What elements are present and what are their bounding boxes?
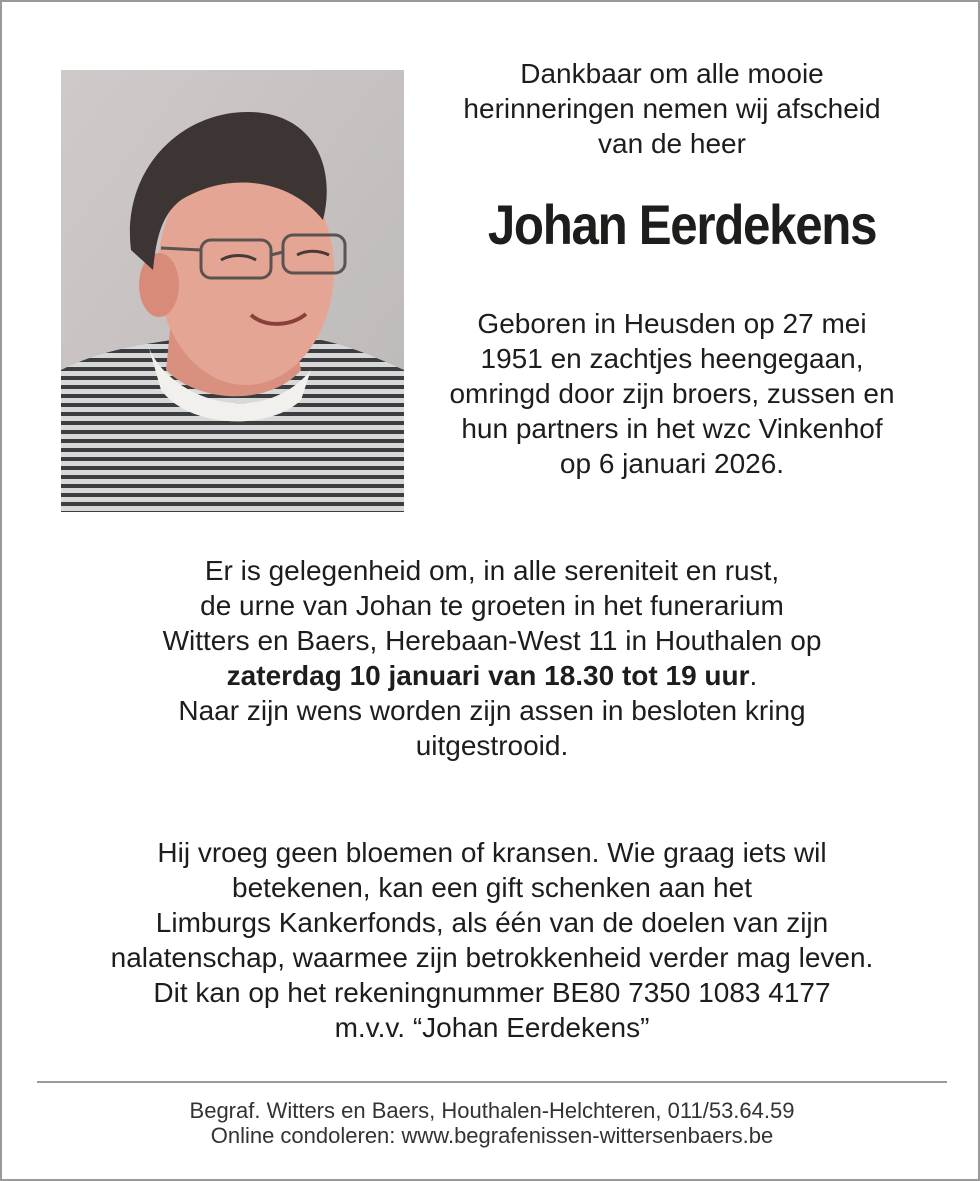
birth-line: 1951 en zachtjes heengegaan, (480, 343, 864, 374)
intro-text (432, 56, 912, 161)
footer-divider (37, 1081, 947, 1083)
birth-line: Geboren in Heusden op 27 mei (477, 308, 867, 339)
gift-line: Limburgs Kankerfonds, als één van de doelen van zijn (155, 907, 829, 938)
birth-line: hun partners in het wzc Vinkenhof (461, 413, 883, 444)
gift-text (2, 835, 980, 1045)
visitation-date-line (2, 658, 980, 693)
gift-line: Hij vroeg geen bloemen of kransen. Wie graag iets wil (157, 837, 827, 868)
visitation-line: Naar zijn wens worden zijn assen in besloten kring (178, 695, 806, 726)
intro-line: herinneringen nemen wij afscheid (463, 93, 881, 124)
gift-line: m.v.v. “Johan Eerdekens” (334, 1012, 650, 1043)
visitation-date: zaterdag 10 januari van 18.30 tot 19 uur (226, 660, 750, 691)
footer (2, 1098, 980, 1148)
visitation-line: Witters en Baers, Herebaan-West 11 in Houthalen op (162, 625, 822, 656)
visitation-line: Er is gelegenheid om, in alle sereniteit en rust, (204, 555, 780, 586)
gift-line: betekenen, kan een gift schenken aan het (232, 872, 752, 903)
visitation-line: de urne van Johan te groeten in het funerarium (200, 590, 784, 621)
funeral-home-contact: Begraf. Witters en Baers, Houthalen-Helchteren, 011/53.64.59 (189, 1098, 795, 1123)
birth-death-text (422, 306, 922, 481)
visitation-text (2, 553, 980, 763)
birth-line: omringd door zijn broers, zussen en (449, 378, 895, 409)
portrait-illustration (61, 70, 404, 512)
intro-line: Dankbaar om alle mooie (520, 58, 824, 89)
portrait-photo (61, 70, 404, 512)
visitation-date-suffix: . (749, 660, 758, 691)
condolence-link[interactable]: Online condoleren: www.begrafenissen-wittersenbaers.be (210, 1123, 774, 1148)
deceased-name: Johan Eerdekens (487, 193, 877, 256)
intro-line: van de heer (598, 128, 746, 159)
gift-line: Dit kan op het rekeningnummer BE80 7350 1083 4177 (153, 977, 831, 1008)
birth-line: op 6 januari 2026. (559, 448, 785, 479)
gift-line: nalatenschap, waarmee zijn betrokkenheid verder mag leven. (110, 942, 874, 973)
visitation-line: uitgestrooid. (415, 730, 569, 761)
